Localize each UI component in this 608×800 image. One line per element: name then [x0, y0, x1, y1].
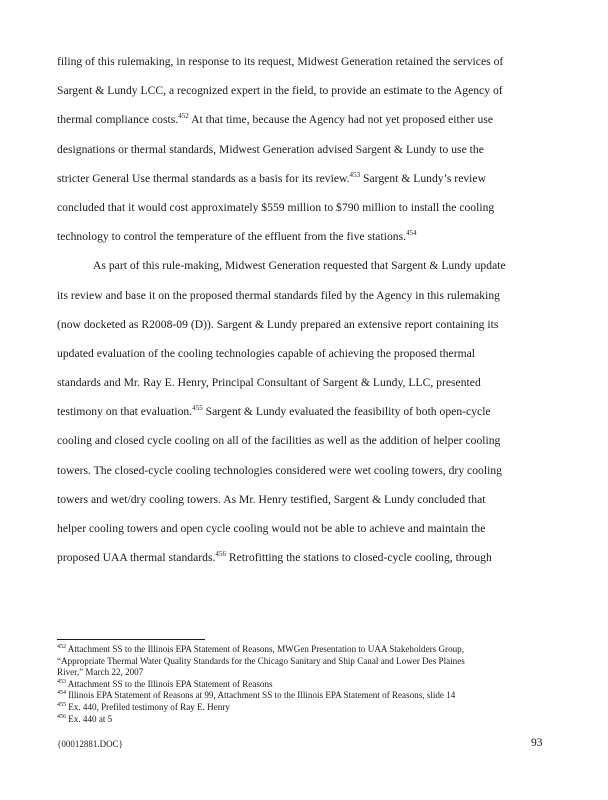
footnote-number: 452	[57, 644, 66, 650]
footnote-ref: 452	[178, 112, 189, 121]
footnote: $^{452}$ Attachment SS to the Illinois EPA Statement of Reasons, MWGen Presentation to UAA Stakeholders Group,	[57, 644, 464, 654]
footnote: $^{453}$ Attachment SS to the Illinois EPA Statement of Reasons	[57, 678, 273, 689]
text-line: stricter General Use thermal standards as a basis for its review.$^{453}$ Sargent & Lundy’s review	[57, 170, 486, 185]
footnote-ref: 454	[406, 229, 417, 238]
footnote-separator	[57, 639, 205, 640]
text-line: cooling and closed cycle cooling on all of the facilities as well as the addition of helper cooling	[57, 434, 501, 448]
footnote: “Appropriate Thermal Water Quality Standards for the Chicago Sanitary and Ship Canal and Lower Des Plaines	[57, 655, 465, 666]
text-line: designations or thermal standards, Midwest Generation advised Sargent & Lundy to use the	[57, 142, 484, 156]
footnote: River,” March 22, 2007	[57, 667, 144, 678]
text-line: testimony on that evaluation.$^{455}$ Sargent & Lundy evaluated the feasibility of both open-cycle	[57, 404, 491, 419]
text-line: (now docketed as R2008-09 (D)). Sargent & Lundy prepared an extensive report containing its	[57, 317, 499, 331]
text-line: standards and Mr. Ray E. Henry, Principal Consultant of Sargent & Lundy, LLC, presented	[57, 376, 481, 390]
footnotes	[57, 644, 557, 725]
text-line: filing of this rulemaking, in response to its request, Midwest Generation retained the services of	[57, 55, 504, 68]
document-id: {00012881.DOC}	[57, 739, 123, 749]
text-line: towers and wet/dry cooling towers. As Mr. Henry testified, Sargent & Lundy concluded that	[57, 492, 486, 506]
footnote-ref: 455	[192, 404, 203, 413]
text-line: concluded that it would cost approximately $559 million to $790 million to install the cooling	[57, 200, 495, 214]
text-line: technology to control the temperature of the effluent from the five stations.$^{454}$	[57, 229, 417, 244]
page-number: 93	[531, 737, 543, 749]
text-line: thermal compliance costs.$^{452}$ At that time, because the Agency had not yet proposed either use	[57, 112, 494, 127]
text-line: proposed UAA thermal standards.$^{456}$ Retrofitting the stations to closed-cycle cooling, through	[57, 550, 492, 565]
footnote: $^{455}$ Ex. 440, Prefiled testimony of Ray E. Henry	[57, 701, 230, 712]
text-line: towers. The closed-cycle cooling technologies considered were wet cooling towers, dry cooling	[57, 463, 502, 477]
footnote-number: 455	[57, 701, 66, 708]
footnote-number: 453	[57, 678, 66, 685]
footnote: $^{456}$ Ex. 440 at 5	[57, 713, 113, 724]
footnote-ref: 456	[215, 550, 226, 559]
footnote-number: 454	[57, 690, 66, 697]
text-line: Sargent & Lundy LCC, a recognized expert in the field, to provide an estimate to the Agency of	[57, 84, 503, 98]
body-text	[57, 54, 547, 579]
footnote-ref: 453	[349, 170, 361, 179]
text-line: updated evaluation of the cooling technologies capable of achieving the proposed thermal	[57, 346, 476, 360]
footnote: $^{454}$ Illinois EPA Statement of Reasons at 99, Attachment SS to the Illinois EPA Statement of Reasons, slide 14	[57, 690, 456, 701]
text-line: its review and base it on the proposed thermal standards filed by the Agency in this rulemaking	[57, 288, 500, 302]
text-line: As part of this rule-making, Midwest Generation requested that Sargent & Lundy update	[93, 259, 506, 273]
text-line: helper cooling towers and open cycle cooling would not be able to achieve and maintain the	[57, 522, 486, 535]
footnote-number: 456	[57, 713, 66, 720]
